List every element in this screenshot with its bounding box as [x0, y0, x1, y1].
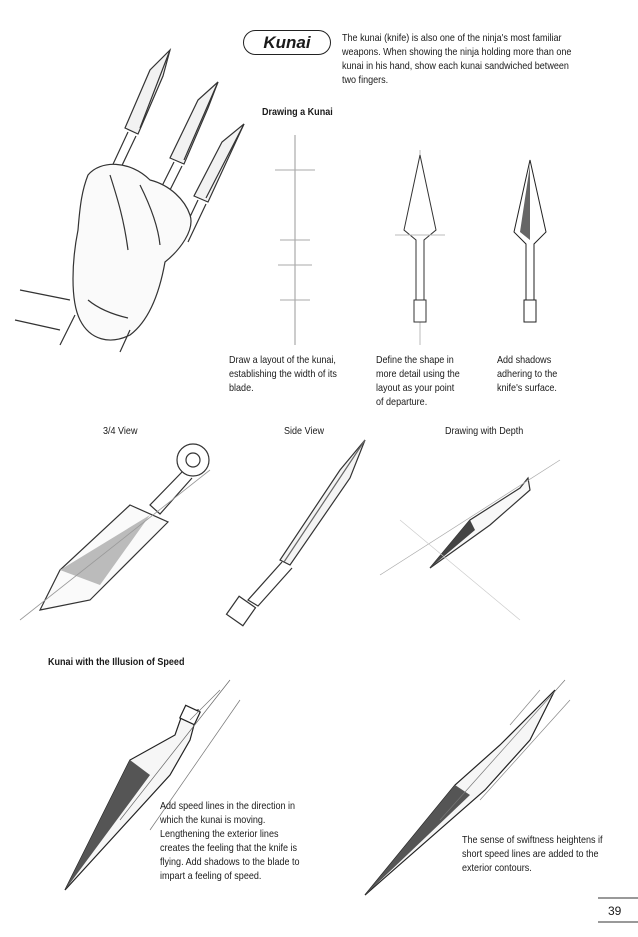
caption-line: creates the feeling that the knife is: [160, 842, 298, 854]
caption-line: The sense of swiftness heightens if: [462, 834, 603, 846]
caption-line: flying. Add shadows to the blade to: [160, 856, 300, 868]
intro-line: two fingers.: [342, 74, 389, 86]
caption-line: impart a feeling of speed.: [160, 870, 262, 882]
section-heading-drawing: Drawing a Kunai: [262, 106, 333, 118]
caption-line: blade.: [229, 382, 254, 394]
caption-line: exterior contours.: [462, 862, 532, 874]
page-title: Kunai: [263, 33, 311, 52]
label-drawing-with-depth: Drawing with Depth: [445, 425, 524, 437]
caption-line: Define the shape in: [376, 354, 454, 366]
caption-line: Lengthening the exterior lines: [160, 828, 279, 840]
caption-line: Add shadows: [497, 354, 552, 366]
caption-line: Add speed lines in the direction in: [160, 800, 296, 812]
intro-line: weapons. When showing the ninja holding more than one: [342, 46, 572, 58]
caption-line: more detail using the: [376, 368, 460, 380]
caption-line: Draw a layout of the kunai,: [229, 354, 336, 366]
caption-line: adhering to the: [497, 368, 558, 380]
section-heading-speed: Kunai with the Illusion of Speed: [48, 656, 185, 668]
caption-line: of departure.: [376, 396, 428, 408]
label-three-quarter-view: 3/4 View: [103, 425, 138, 437]
intro-line: kunai in his hand, show each kunai sandwiched between: [342, 60, 569, 72]
label-side-view: Side View: [284, 425, 325, 437]
caption-line: establishing the width of its: [229, 368, 337, 380]
caption-line: which the kunai is moving.: [160, 814, 266, 826]
caption-line: knife's surface.: [497, 382, 557, 394]
caption-line: layout as your point: [376, 382, 455, 394]
intro-line: The kunai (knife) is also one of the ninja's most familiar: [342, 32, 562, 44]
page-number: 39: [608, 904, 622, 918]
caption-line: short speed lines are added to the: [462, 848, 599, 860]
